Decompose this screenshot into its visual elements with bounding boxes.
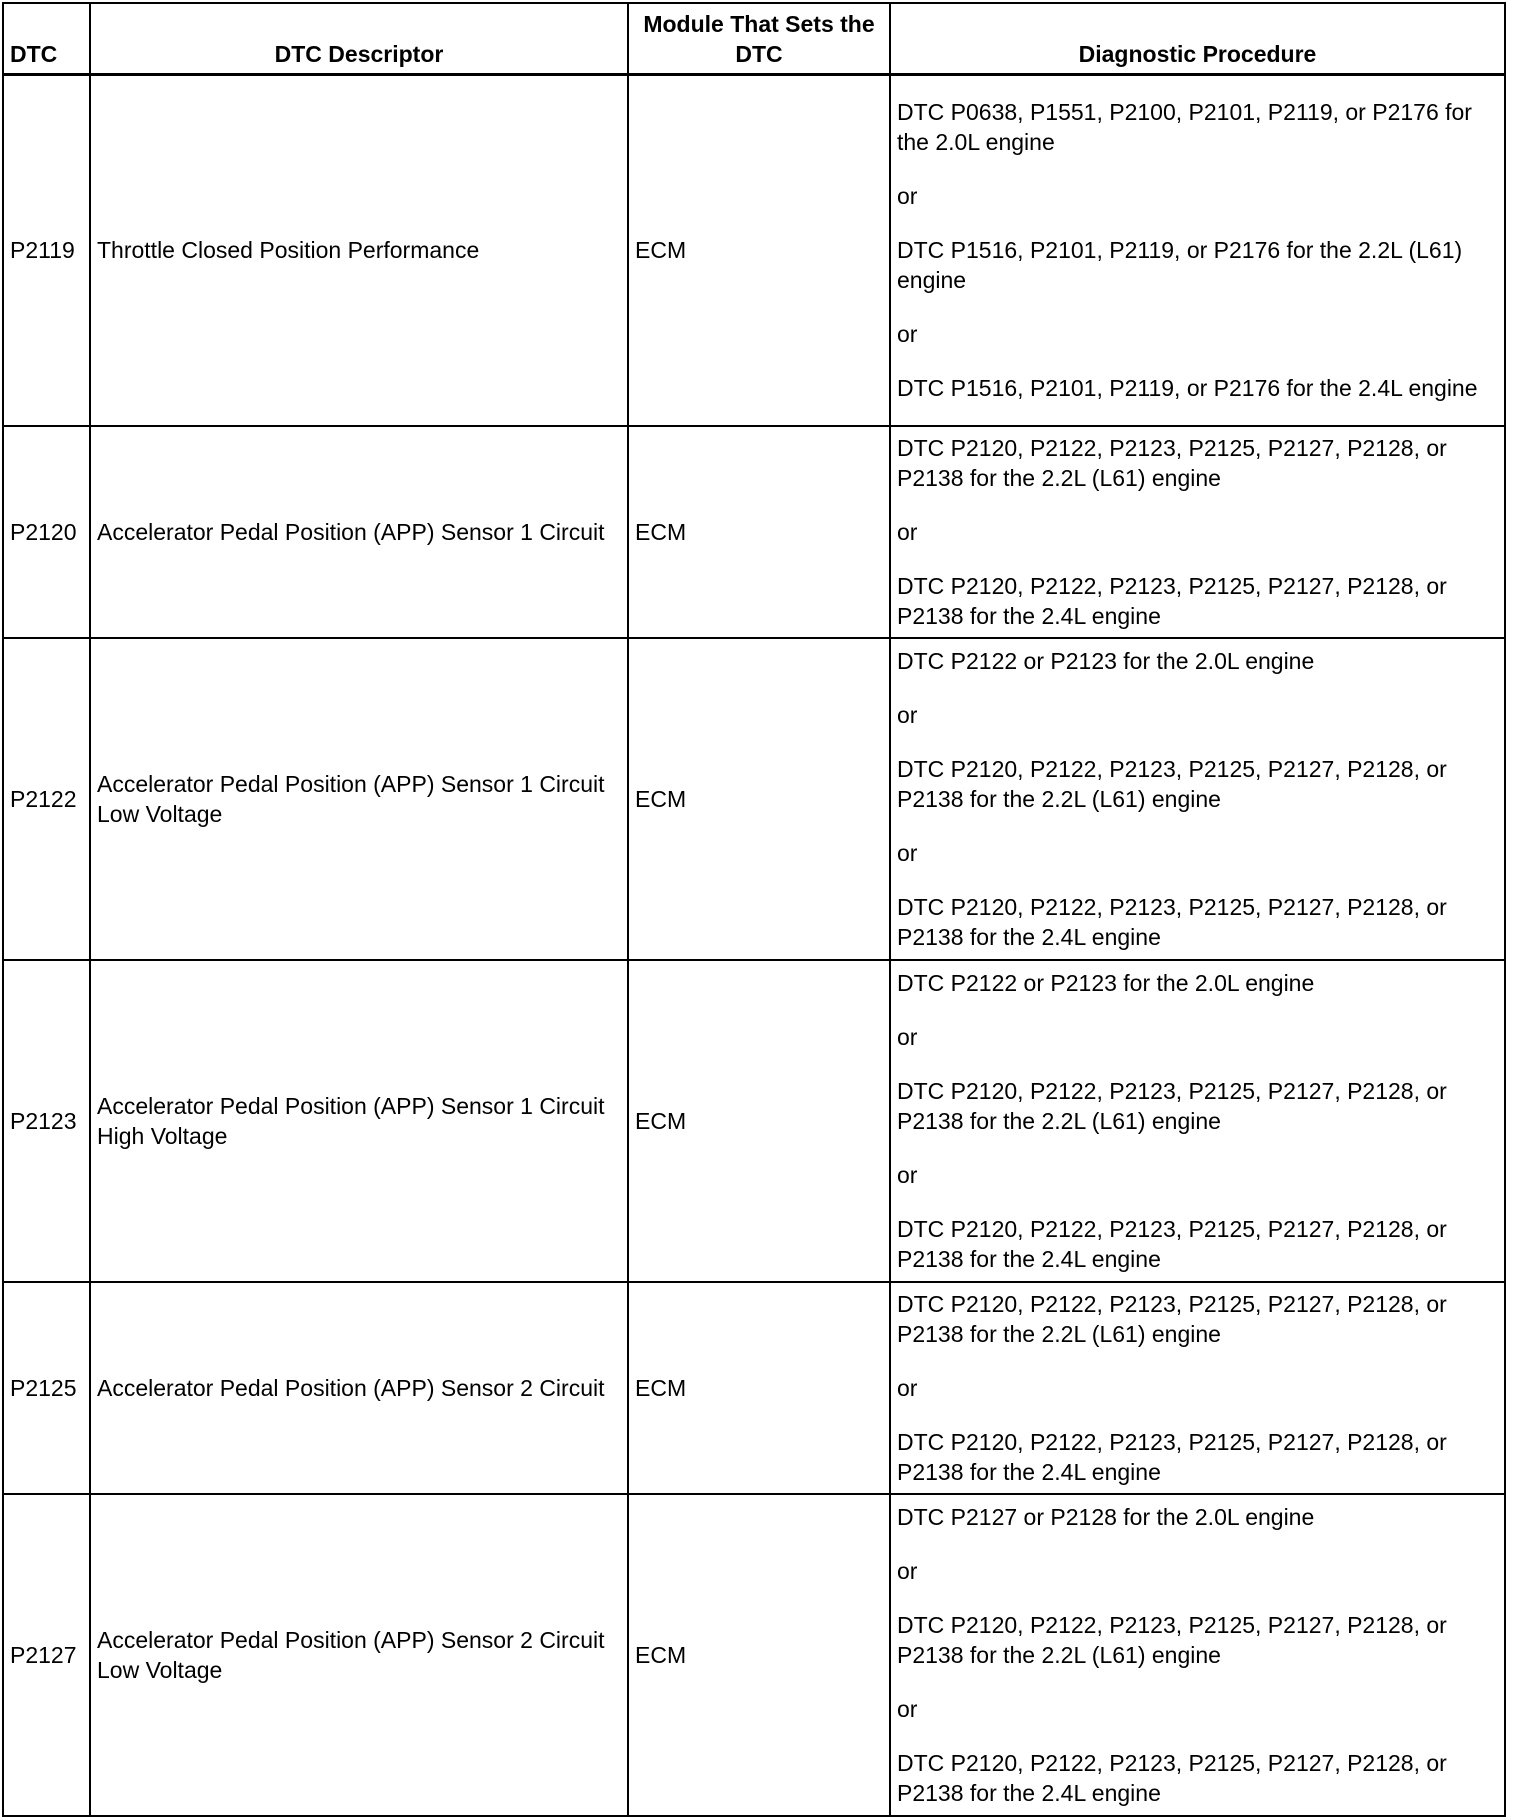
procedure-link: DTC P2120, P2122, P2123, P2125, P2127, P2128, or P2138 for the 2.4L engine — [897, 1750, 1447, 1806]
module-name: ECM — [628, 74, 890, 426]
procedure-link: DTC P2120, P2122, P2123, P2125, P2127, P2128, or P2138 for the 2.2L (L61) engine — [897, 1612, 1447, 1668]
procedure-link: DTC P1516, P2101, P2119, or P2176 for the 2.2L (L61) engine — [897, 237, 1463, 294]
diagnostic-procedure — [890, 960, 1505, 1282]
dtc-code: P2125 — [3, 1282, 90, 1494]
procedure-or-separator: or — [897, 1558, 918, 1584]
procedure-link: DTC P2120, P2122, P2123, P2125, P2127, P2128, or P2138 for the 2.2L (L61) engine — [897, 1078, 1447, 1134]
table-row — [3, 960, 1505, 1282]
diagnostic-procedure — [890, 1282, 1505, 1494]
table-row — [3, 1494, 1505, 1816]
dtc-code: P2119 — [3, 74, 90, 426]
table-body — [3, 74, 1505, 1816]
diagnostic-procedure — [890, 426, 1505, 638]
header-row — [3, 3, 1505, 74]
procedure-or-separator: or — [897, 519, 918, 545]
procedure-link: DTC P2120, P2122, P2123, P2125, P2127, P2128, or P2138 for the 2.4L engine — [897, 1429, 1447, 1485]
module-name: ECM — [628, 1282, 890, 1494]
dtc-code: P2120 — [3, 426, 90, 638]
procedure-link: DTC P2120, P2122, P2123, P2125, P2127, P2128, or P2138 for the 2.4L engine — [897, 894, 1447, 950]
header-dtc: DTC — [3, 3, 90, 74]
dtc-code: P2123 — [3, 960, 90, 1282]
module-name: ECM — [628, 426, 890, 638]
dtc-table — [2, 2, 1506, 1817]
dtc-descriptor: Throttle Closed Position Performance — [90, 74, 628, 426]
module-name: ECM — [628, 638, 890, 960]
header-procedure: Diagnostic Procedure — [890, 3, 1505, 74]
table-row — [3, 638, 1505, 960]
dtc-descriptor: Accelerator Pedal Position (APP) Sensor 1 Circuit — [90, 426, 628, 638]
diagnostic-procedure — [890, 74, 1505, 426]
procedure-or-separator: or — [897, 1162, 918, 1188]
diagnostic-procedure — [890, 1494, 1505, 1816]
procedure-link: DTC P2120, P2122, P2123, P2125, P2127, P2128, or P2138 for the 2.2L (L61) engine — [897, 1291, 1447, 1347]
table-row — [3, 426, 1505, 638]
dtc-descriptor: Accelerator Pedal Position (APP) Sensor 1 Circuit Low Voltage — [90, 638, 628, 960]
procedure-or-separator: or — [897, 1696, 918, 1722]
module-name: ECM — [628, 1494, 890, 1816]
procedure-link: DTC P2127 or P2128 for the 2.0L engine — [897, 1504, 1315, 1530]
procedure-or-separator: or — [897, 321, 918, 348]
procedure-or-separator: or — [897, 183, 918, 210]
table-row — [3, 74, 1505, 426]
dtc-code: P2122 — [3, 638, 90, 960]
dtc-descriptor: Accelerator Pedal Position (APP) Sensor 1 Circuit High Voltage — [90, 960, 628, 1282]
procedure-link: DTC P1516, P2101, P2119, or P2176 for the 2.4L engine — [897, 375, 1478, 402]
diagnostic-procedure — [890, 638, 1505, 960]
procedure-link: DTC P2120, P2122, P2123, P2125, P2127, P2128, or P2138 for the 2.4L engine — [897, 573, 1447, 629]
table-header — [3, 3, 1505, 74]
procedure-link: DTC P2122 or P2123 for the 2.0L engine — [897, 648, 1315, 674]
procedure-link: DTC P0638, P1551, P2100, P2101, P2119, or P2176 for the 2.0L engine — [897, 99, 1472, 156]
procedure-link: DTC P2122 or P2123 for the 2.0L engine — [897, 970, 1315, 996]
procedure-or-separator: or — [897, 1375, 918, 1401]
procedure-or-separator: or — [897, 840, 918, 866]
module-name: ECM — [628, 960, 890, 1282]
table-row — [3, 1282, 1505, 1494]
dtc-descriptor: Accelerator Pedal Position (APP) Sensor 2 Circuit — [90, 1282, 628, 1494]
procedure-link: DTC P2120, P2122, P2123, P2125, P2127, P2128, or P2138 for the 2.4L engine — [897, 1216, 1447, 1272]
procedure-link: DTC P2120, P2122, P2123, P2125, P2127, P2128, or P2138 for the 2.2L (L61) engine — [897, 756, 1447, 812]
procedure-link: DTC P2120, P2122, P2123, P2125, P2127, P2128, or P2138 for the 2.2L (L61) engine — [897, 435, 1447, 491]
procedure-or-separator: or — [897, 702, 918, 728]
header-module: Module That Sets the DTC — [628, 3, 890, 74]
dtc-code: P2127 — [3, 1494, 90, 1816]
header-descriptor: DTC Descriptor — [90, 3, 628, 74]
dtc-descriptor: Accelerator Pedal Position (APP) Sensor 2 Circuit Low Voltage — [90, 1494, 628, 1816]
procedure-or-separator: or — [897, 1024, 918, 1050]
